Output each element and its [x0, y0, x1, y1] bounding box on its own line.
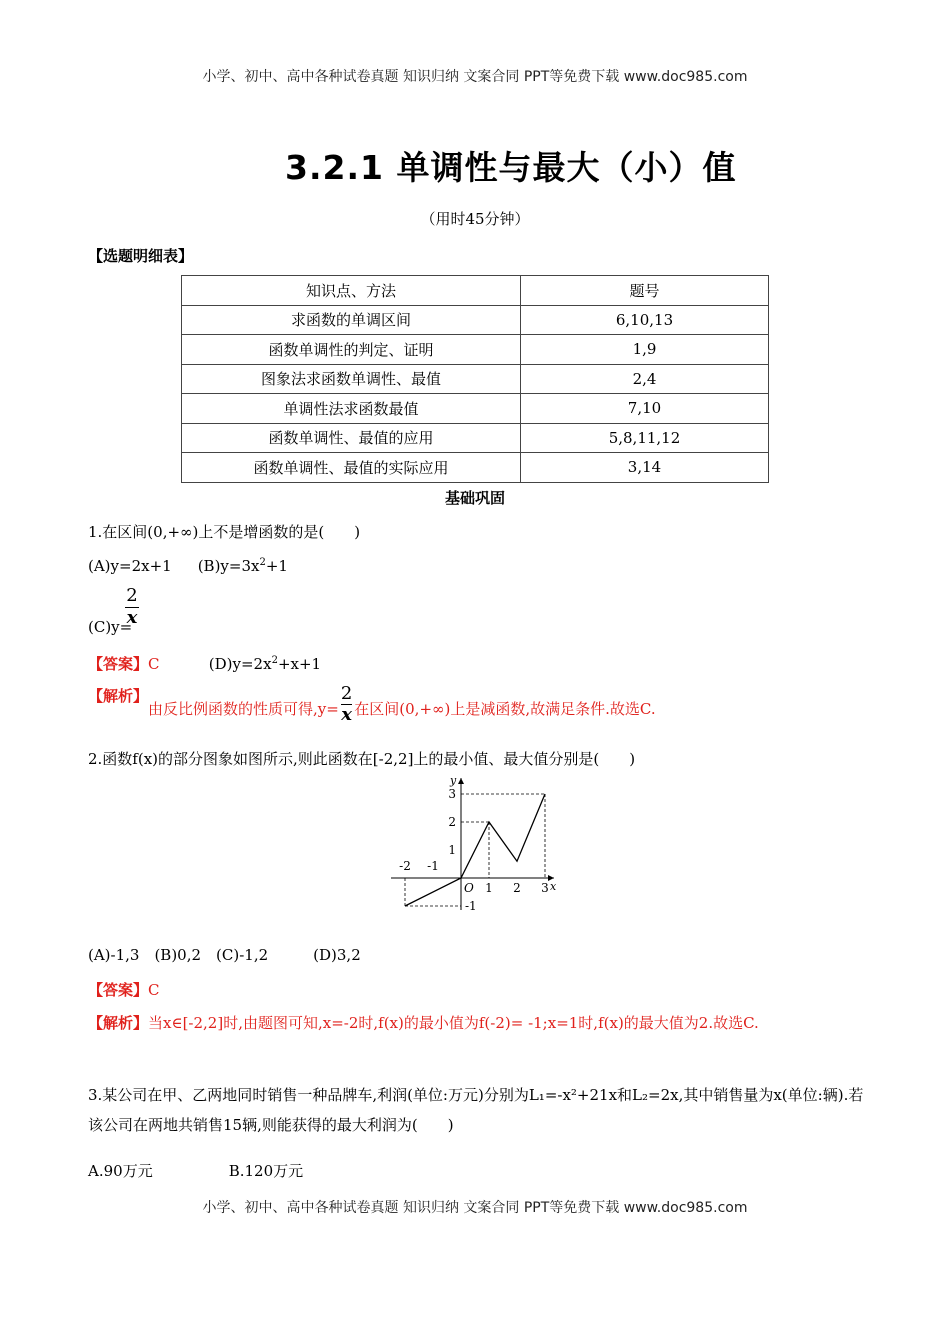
q1-option-c: (C)y= 2 x: [88, 585, 138, 636]
y-axis-arrow: [458, 778, 464, 784]
table-cell: 单调性法求函数最值: [182, 394, 521, 424]
table-cell: 3,14: [521, 453, 769, 483]
table-cell: 7,10: [521, 394, 769, 424]
q1-option-a: (A)y=2x+1: [88, 557, 172, 575]
table-row: [182, 453, 769, 483]
table-header-cell: 题号: [521, 276, 769, 306]
y-axis-label: y: [450, 774, 457, 787]
table-cell: 5,8,11,12: [521, 423, 769, 453]
time-note: （用时45分钟）: [420, 210, 530, 228]
q1-analysis-fraction: $\frac{2}{x}$: [340, 683, 353, 725]
table-cell: 函数单调性、最值的应用: [182, 423, 521, 453]
q1-options-ab: [88, 557, 288, 575]
table-row: [182, 335, 769, 365]
q1-answer: 【答案】C: [88, 655, 160, 673]
y-tick-label: -1: [465, 899, 477, 912]
table-row: [182, 305, 769, 335]
origin-label: O: [464, 881, 474, 895]
section-heading: 基础巩固: [444, 489, 505, 507]
x-tick-label: -2: [399, 859, 411, 873]
table-cell: 函数单调性的判定、证明: [182, 335, 521, 365]
table-cell: 2,4: [521, 364, 769, 394]
table-header-cell: 知识点、方法: [182, 276, 521, 306]
q3-option-b: B.120万元: [228, 1162, 304, 1180]
q3-stem: 3.某公司在甲、乙两地同时销售一种品牌车,利润(单位:万元)分别为L₁=-x²+21x和L₂=2x,其中销售量为x(单位:辆).若该公司在两地共销售15辆,则能获得的最大利润为( ): [88, 1086, 864, 1134]
table-row: [182, 364, 769, 394]
footer-banner: 小学、初中、高中各种试卷真题 知识归纳 文案合同 PPT等免费下载 www.doc985.com: [202, 1200, 748, 1216]
table-cell: 求函数的单调区间: [182, 305, 521, 335]
q3-options: [88, 1160, 303, 1181]
function-curve: [405, 794, 545, 906]
table-cell: 图象法求函数单调性、最值: [182, 364, 521, 394]
q2-analysis: 【解析】当x∈[-2,2]时,由题图可知,x=-2时,f(x)的最小值为f(-2)= -1;x=1时,f(x)的最大值为2.故选C.: [88, 1014, 759, 1032]
table-cell: 函数单调性、最值的实际应用: [182, 453, 521, 483]
y-tick-label: 2: [448, 815, 456, 829]
x-tick-label: 2: [513, 881, 521, 895]
table-header-row: [182, 276, 769, 306]
detail-table: [181, 275, 769, 483]
q2-answer: 【答案】C: [88, 981, 160, 999]
y-tick-label: 3: [448, 787, 456, 801]
table-row: [182, 423, 769, 453]
q1-analysis: 【解析】由反比例函数的性质可得,y= $\frac{2}{x}$ 在区间(0,+∞)上是减函数,故满足条件.故选C.: [88, 683, 656, 725]
header-banner: 小学、初中、高中各种试卷真题 知识归纳 文案合同 PPT等免费下载 www.doc985.com: [202, 69, 748, 85]
detail-table-label: 【选题明细表】: [88, 247, 194, 265]
q2-options: (A)-1,3 (B)0,2 (C)-1,2 (D)3,2: [88, 946, 361, 964]
table-cell: 6,10,13: [521, 305, 769, 335]
x-tick-label: 3: [541, 881, 549, 895]
q1-option-d: $(D)y=2x^2+x+1$: [208, 655, 322, 673]
q2-stem: 2.函数f(x)的部分图象如图所示,则此函数在[-2,2]上的最小值、最大值分别是( ): [88, 750, 636, 768]
q1-stem: 1.在区间(0,+∞)上不是增函数的是( ): [88, 523, 361, 541]
q3-option-a: A.90万元: [88, 1162, 153, 1180]
table-cell: 1,9: [521, 335, 769, 365]
y-tick-label: 1: [448, 843, 456, 857]
x-tick-label: -1: [427, 859, 439, 873]
x-axis-label: x: [550, 880, 557, 893]
q2-function-graph: [388, 772, 563, 912]
q1-option-b: $(B)y=3x^2+1$: [197, 557, 288, 575]
page-title: 3.2.1 单调性与最大（小）值: [285, 148, 737, 187]
table-row: [182, 394, 769, 424]
x-tick-label: 1: [485, 881, 493, 895]
q1-fraction: 2 x: [126, 585, 138, 628]
